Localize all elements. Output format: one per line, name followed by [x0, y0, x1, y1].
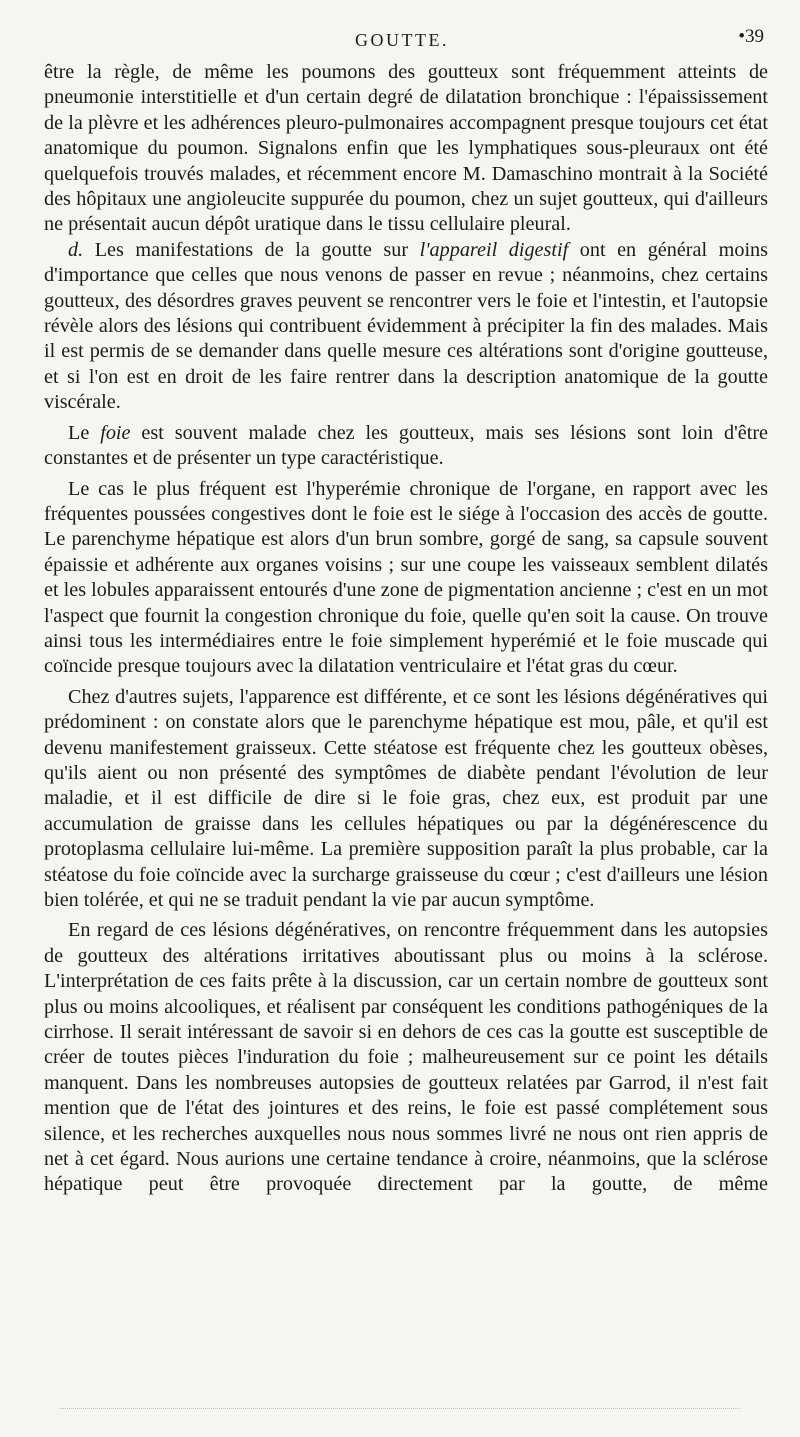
- page-number-value: 39: [745, 26, 764, 47]
- paragraph-steatosis: [44, 685, 768, 914]
- paragraph-liver: [44, 421, 768, 472]
- paragraph-text: En regard de ces lésions dégénératives, on rencontre fréquemment dans les autopsies de goutteux des altérations irritatives aboutissant plus ou moins à la sclérose. L'interprétation de ces faits prête à la discussion, car un certain nombre de goutteux sont plus ou moins alcooliques, et réalisent par conséquent les conditions pathogéniques de la cirrhose. Il serait intéressant de savoir si en dehors de ces cas la goutte est susceptible de créer de toutes pièces l'induration du foie ; malheureusement sur ce point les détails manquent. Dans les nombreuses autopsies de goutteux relatées par Garrod, il n'est fait mention que de l'état des jointures et des reins, le foie est passé complétement sous silence, et les recherches auxquelles nous nous sommes livré ne nous ont rien appris de net à cet égard. Nous aurions une certaine tendance à croire, néanmoins, que la sclérose hépatique peut être provoquée directement par la goutte, de même: [44, 919, 768, 1196]
- paragraph-text: Chez d'autres sujets, l'apparence est différente, et ce sont les lésions dégénératives qui prédominent : on constate alors que le parenchyme hépatique est mou, pâle, et qu'il est devenu manifestement graisseux. Cette stéatose est fréquente chez les goutteux obèses, qu'ils aient ou non présenté des symptômes de diabète pendant l'évolution de leur maladie, et il est difficile de dire si le foie gras, chez eux, est produit par une accumulation de graisse dans les cellules hépatiques ou par la dégénérescence du protoplasma cellulaire lui-même. La première supposition paraît la plus probable, car la stéatose du foie coïncide avec la surcharge graisseuse du cœur ; c'est d'ailleurs une lésion bien tolérée, et qui ne se traduit pendant la vie par aucun symptôme.: [44, 685, 768, 911]
- italic-term: foie: [100, 421, 131, 444]
- page-number: •39: [738, 26, 764, 47]
- paragraph-text: Le: [68, 421, 101, 444]
- paragraph-digestive: [44, 238, 768, 416]
- page-header: [40, 26, 764, 56]
- paragraph-text: Les manifestations de la goutte sur: [83, 238, 420, 261]
- paragraph-text: est souvent malade chez les goutteux, mais ses lésions sont loin d'être constantes et de présenter un type caractéristique.: [44, 421, 768, 470]
- paragraph-sclerosis: [44, 918, 768, 1197]
- paragraph-text: être la règle, de même les poumons des goutteux sont fréquemment atteints de pneumonie interstitielle et d'un certain degré de dilatation bronchique : l'épaississement de la plèvre et les adhérences pleuro-pulmonaires accompagnent presque toujours cet état anatomique du poumon. Signalons enfin que les lymphatiques sous-pleuraux ont été quelquefois trouvés malades, et récemment encore M. Damaschino montrait à la Société des hôpitaux une angioleucite suppurée du poumon, chez un sujet goutteux, qui d'ailleurs ne présentait aucun dépôt uratique dans le tissu cellulaire pleural.: [44, 61, 768, 236]
- running-title: GOUTTE.: [355, 30, 449, 50]
- paragraph-lungs: [44, 60, 768, 238]
- section-letter: d.: [68, 238, 84, 261]
- paragraph-text: Le cas le plus fréquent est l'hyperémie chronique de l'organe, en rapport avec les fréquentes poussées congestives dont le foie est le siége à l'occasion des accès de goutte. Le parenchyme hépatique est alors d'un brun sombre, gorgé de sang, sa capsule souvent épaissie et adhérente aux organes voisins ; sur une coupe les vaisseaux semblent dilatés et les lobules apparaissent entourés d'une zone de pigmentation ancienne ; c'est en un mot l'aspect que fournit la congestion chronique du foie, quelle qu'en soit la cause. On trouve ainsi tous les intermédiaires entre le foie simplement hyperémié et le foie muscade qui coïncide presque toujours avec la dilatation ventriculaire et l'état gras du cœur.: [44, 477, 768, 678]
- paragraph-hyperemia: [44, 477, 768, 680]
- body-text: [44, 60, 768, 1198]
- italic-term: l'appareil digestif: [419, 238, 569, 261]
- footer-rule: [60, 1408, 740, 1411]
- paragraph-text: ont en général moins d'importance que celles que nous venons de passer en revue ; néanmoins, chez certains goutteux, des désordres graves peuvent se rencontrer vers le foie et l'intestin, et l'autopsie révèle alors des lésions qui contribuent évidemment à précipiter la fin des malades. Mais il est permis de se demander dans quelle mesure ces altérations sont d'origine goutteuse, et si l'on est en droit de les faire rentrer dans la description anatomique de la goutte viscérale.: [44, 238, 769, 414]
